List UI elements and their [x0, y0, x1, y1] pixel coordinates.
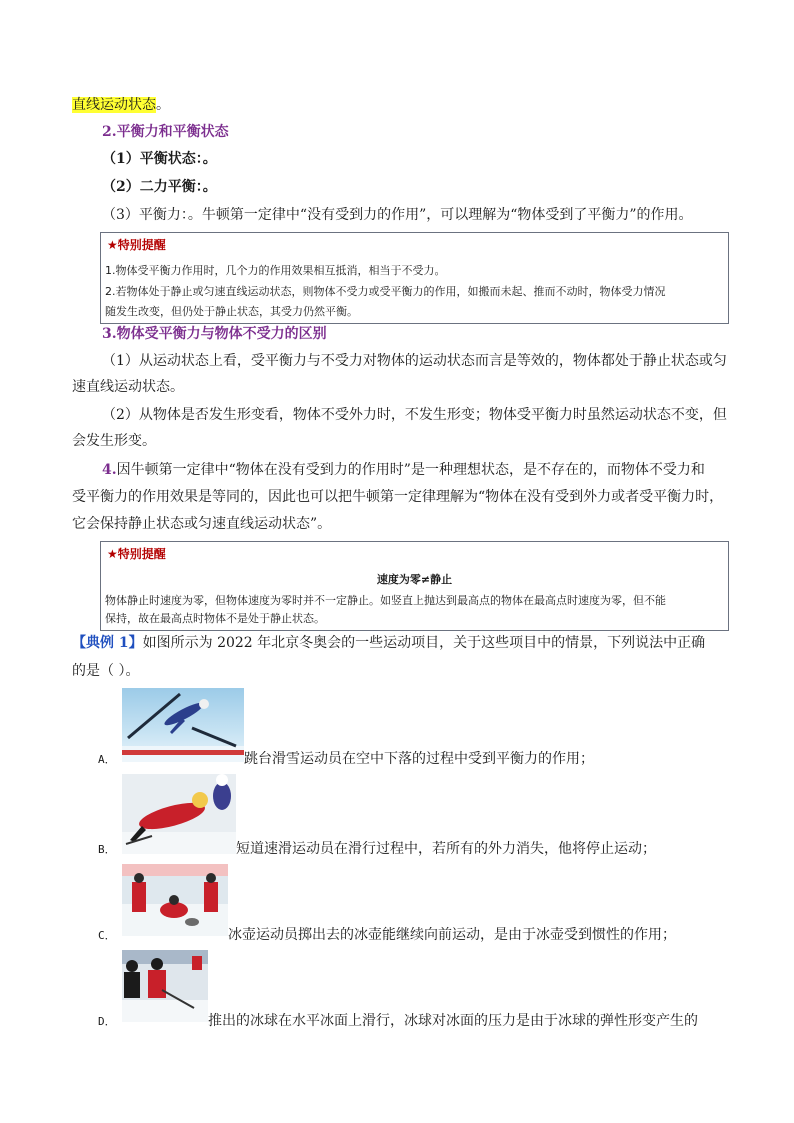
tip-line-3: 随发生改变，但仍处于静止状态，其受力仍然平衡。 — [105, 305, 358, 318]
option-a-text: 跳台滑雪运动员在空中下落的过程中受到平衡力的作用； — [244, 751, 594, 767]
option-letter: D． — [98, 1015, 116, 1028]
option-b-text: 短道速滑运动员在滑行过程中，若所有的外力消失，他将停止运动； — [236, 841, 656, 857]
section-4-line-2: 受平衡力的作用效果是等同的，因此也可以把牛顿第一定律理解为“物体在没有受到外力或者受平衡力时， — [72, 489, 724, 505]
tip-line-1: 物体静止时速度为零，但物体速度为零时并不一定静止。如竖直上抛达到最高点的物体在最高点时速度为零，但不能 — [105, 594, 666, 607]
option-d-text: 推出的冰球在水平冰面上滑行，冰球对冰面的压力是由于冰球的弹性形变产生的 — [208, 1013, 698, 1029]
period: 。 — [156, 97, 170, 113]
section-2-item-3: （3）平衡力：。牛顿第一定律中“没有受到力的作用”，可以理解为“物体受到了平衡力”的作用。 — [102, 207, 693, 223]
section-4-line-3: 它会保持静止状态或匀速直线运动状态”。 — [72, 516, 332, 532]
tip-box-2 — [100, 541, 729, 631]
section-2-item-2: （2）二力平衡：。 — [102, 179, 217, 195]
speed-skating-photo — [122, 774, 236, 854]
option-letter: A． — [98, 753, 116, 766]
section-3-p1-line1: （1）从运动状态上看，受平衡力与不受力对物体的运动状态而言是等效的，物体都处于静止状态或匀 — [102, 353, 727, 369]
ice-hockey-photo — [122, 950, 208, 1022]
highlighted-text: 直线运动状态 — [72, 97, 156, 113]
example-label: 【典例 1】 — [72, 635, 143, 651]
tip-title: ★特别提醒 — [107, 547, 166, 561]
intro-fragment — [72, 94, 170, 116]
option-letter: C． — [98, 929, 116, 942]
section-3-heading: 3.物体受平衡力与物体不受力的区别 — [102, 326, 327, 342]
tip-title: ★特别提醒 — [107, 238, 166, 252]
tip-line-1: 1.物体受平衡力作用时，几个力的作用效果相互抵消，相当于不受力。 — [105, 264, 446, 277]
option-c-text: 冰壶运动员掷出去的冰壶能继续向前运动，是由于冰壶受到惯性的作用； — [228, 927, 676, 943]
tip-center-formula: 速度为零≠静止 — [376, 573, 453, 586]
option-d[interactable] — [98, 1010, 116, 1033]
option-letter: B． — [98, 843, 116, 856]
example-stem-line-2: 的是（ ）。 — [72, 663, 140, 679]
example-stem-line-1 — [72, 632, 705, 654]
section-2-heading: 2.平衡力和平衡状态 — [102, 124, 229, 140]
tip-box-1 — [100, 232, 729, 324]
section-3-p2-line1: （2）从物体是否发生形变看，物体不受外力时，不发生形变；物体受平衡力时虽然运动状态不变，但 — [102, 407, 727, 423]
curling-photo — [122, 864, 228, 936]
ski-jump-photo — [122, 688, 244, 762]
section-3-p1-line2: 速直线运动状态。 — [72, 379, 184, 395]
section-4-line-1 — [102, 459, 705, 481]
section-2-item-1: （1）平衡状态：。 — [102, 151, 217, 167]
section-3-p2-line2: 会发生形变。 — [72, 433, 156, 449]
option-c[interactable] — [98, 924, 116, 947]
section-4-number: 4. — [102, 462, 117, 478]
tip-line-2: 2.若物体处于静止或匀速直线运动状态，则物体不受力或受平衡力的作用，如搬而未起、推而不动时，物体受力情况 — [105, 285, 666, 298]
tip-line-2: 保持，故在最高点时物体不是处于静止状态。 — [105, 612, 325, 625]
option-b[interactable] — [98, 838, 116, 861]
example-stem-text: 如图所示为 2022 年北京冬奥会的一些运动项目，关于这些项目中的情景，下列说法中正确 — [142, 635, 706, 651]
option-a[interactable] — [98, 748, 116, 771]
section-4-text: 因牛顿第一定律中“物体在没有受到力的作用时”是一种理想状态，是不存在的，而物体不受力和 — [116, 462, 705, 478]
